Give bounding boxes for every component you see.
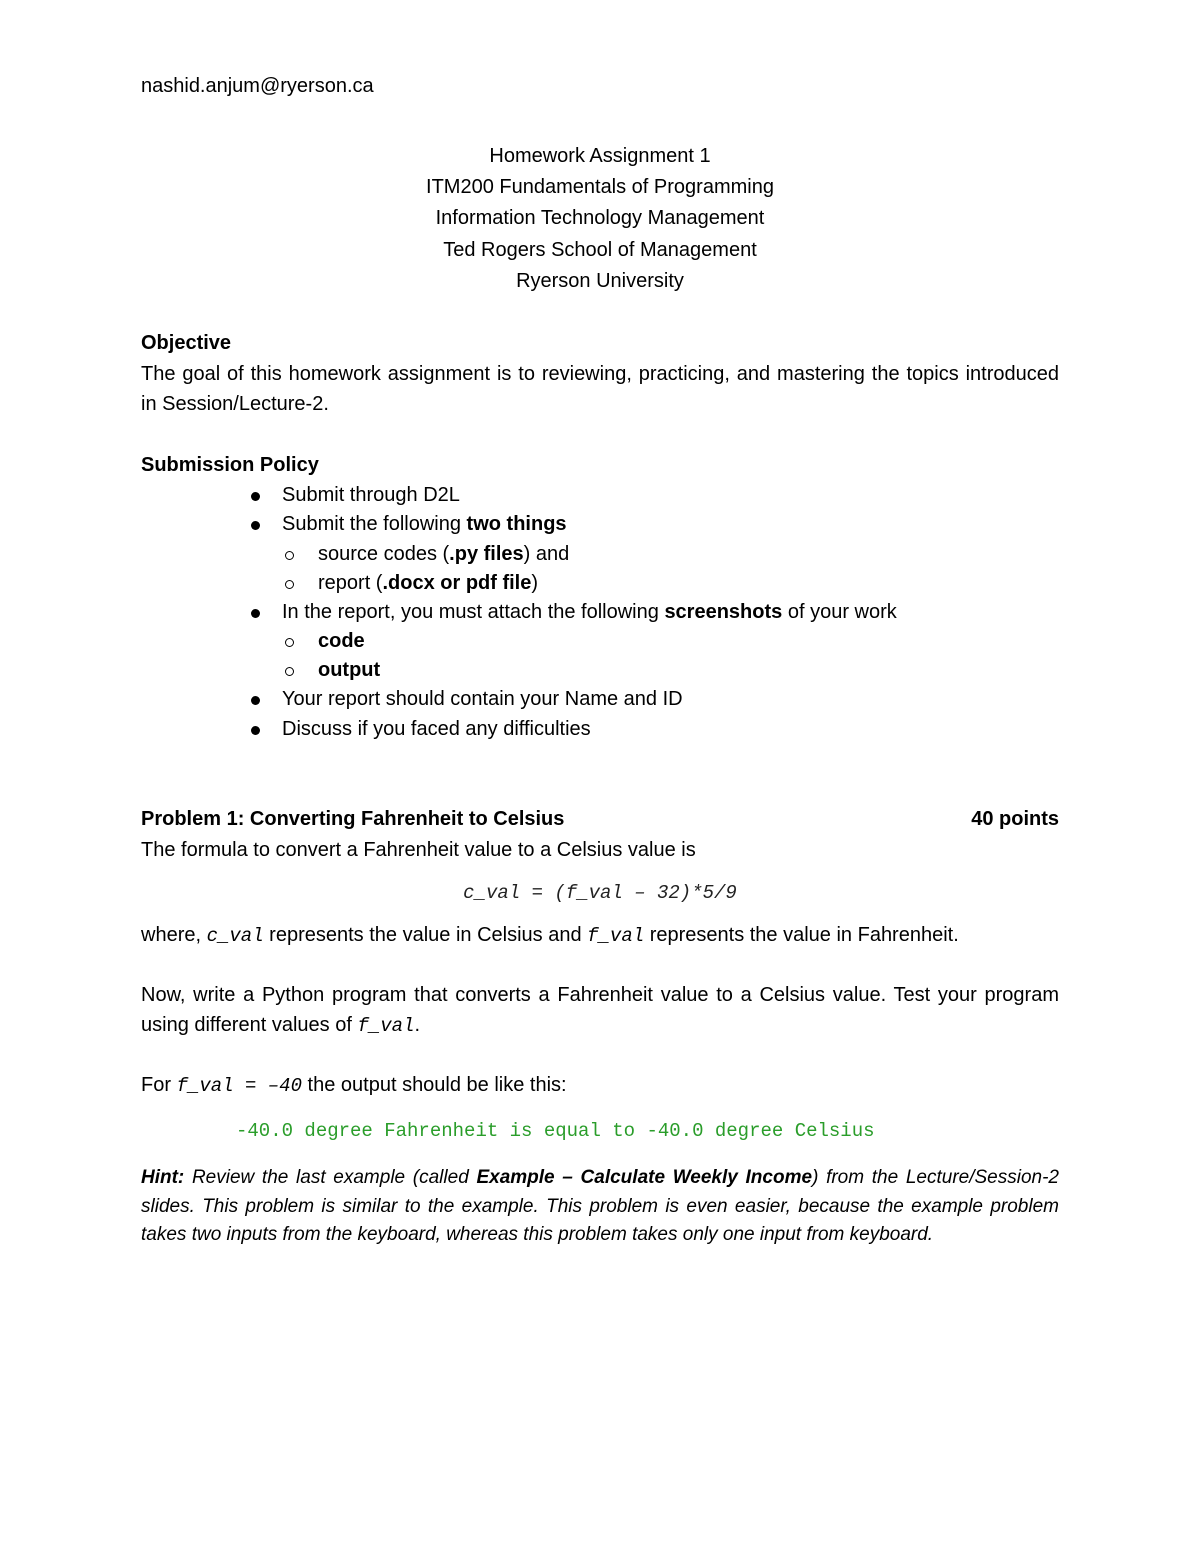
list-item: Submit the following two things source codes (.py files) and report (.docx or pdf file) (141, 510, 1059, 598)
school-name: Ted Rogers School of Management (443, 238, 757, 261)
objective-text: The goal of this homework assignment is to reviewing, practicing, and mastering the topics introduced in Session/Lecture-2. (141, 362, 1059, 416)
sub-list-item: report (.docx or pdf file) (141, 569, 1059, 598)
formula-explanation: where, c_val represents the value in Celsius and f_val represents the value in Fahrenheit. (141, 924, 959, 948)
sub-list-item: code (141, 627, 1059, 656)
example-input-line: For f_val = –40 the output should be like this: (141, 1074, 567, 1098)
bullet-icon (251, 726, 260, 735)
bullet-icon (251, 696, 260, 705)
bullet-icon (251, 609, 260, 618)
submission-list (141, 481, 1059, 745)
list-item: In the report, you must attach the following screenshots of your work code output (141, 598, 1059, 686)
university-name: Ryerson University (516, 269, 684, 292)
list-item: Submit through D2L (141, 481, 1059, 511)
sub-list (141, 540, 1059, 598)
conversion-formula: c_val = (f_val – 32)*5/9 (463, 881, 737, 904)
problem-1-points: 40 points (971, 808, 1059, 831)
circle-bullet-icon (285, 580, 294, 589)
assignment-title: Homework Assignment 1 (489, 145, 711, 167)
problem-1-task: Now, write a Python program that converts a Fahrenheit value to a Celsius value. Test your program using different values of f_val. (141, 983, 1059, 1038)
objective-heading: Objective (141, 332, 232, 354)
author-email: nashid.anjum@ryerson.ca (141, 75, 374, 97)
expected-output: -40.0 degree Fahrenheit is equal to -40.0 degree Celsius (236, 1119, 875, 1142)
circle-bullet-icon (285, 638, 294, 647)
circle-bullet-icon (285, 551, 294, 560)
problem-1-intro: The formula to convert a Fahrenheit value to a Celsius value is (141, 839, 696, 862)
sub-list (141, 627, 1059, 685)
hint-paragraph: Hint: Review the last example (called Example – Calculate Weekly Income) from the Lecture/Session-2 slides. This problem is similar to the example. This problem is even easier, because the example problem takes two inputs from the keyboard, whereas this problem takes only one input from keyboard. (141, 1167, 1060, 1246)
sub-list-item: source codes (.py files) and (141, 540, 1059, 569)
list-item: Discuss if you faced any difficulties (141, 715, 1059, 745)
problem-1-header (141, 804, 1059, 835)
submission-heading: Submission Policy (141, 454, 319, 477)
problem-1-title: Problem 1: Converting Fahrenheit to Celsius (141, 808, 565, 831)
document-body (141, 328, 1059, 1269)
department-name: Information Technology Management (435, 207, 765, 230)
circle-bullet-icon (285, 667, 294, 676)
course-name: ITM200 Fundamentals of Programming (426, 176, 774, 199)
list-item: Your report should contain your Name and ID (141, 685, 1059, 715)
sub-list-item: output (141, 656, 1059, 685)
title-block (141, 141, 1059, 297)
bullet-icon (251, 492, 260, 501)
bullet-icon (251, 521, 260, 530)
